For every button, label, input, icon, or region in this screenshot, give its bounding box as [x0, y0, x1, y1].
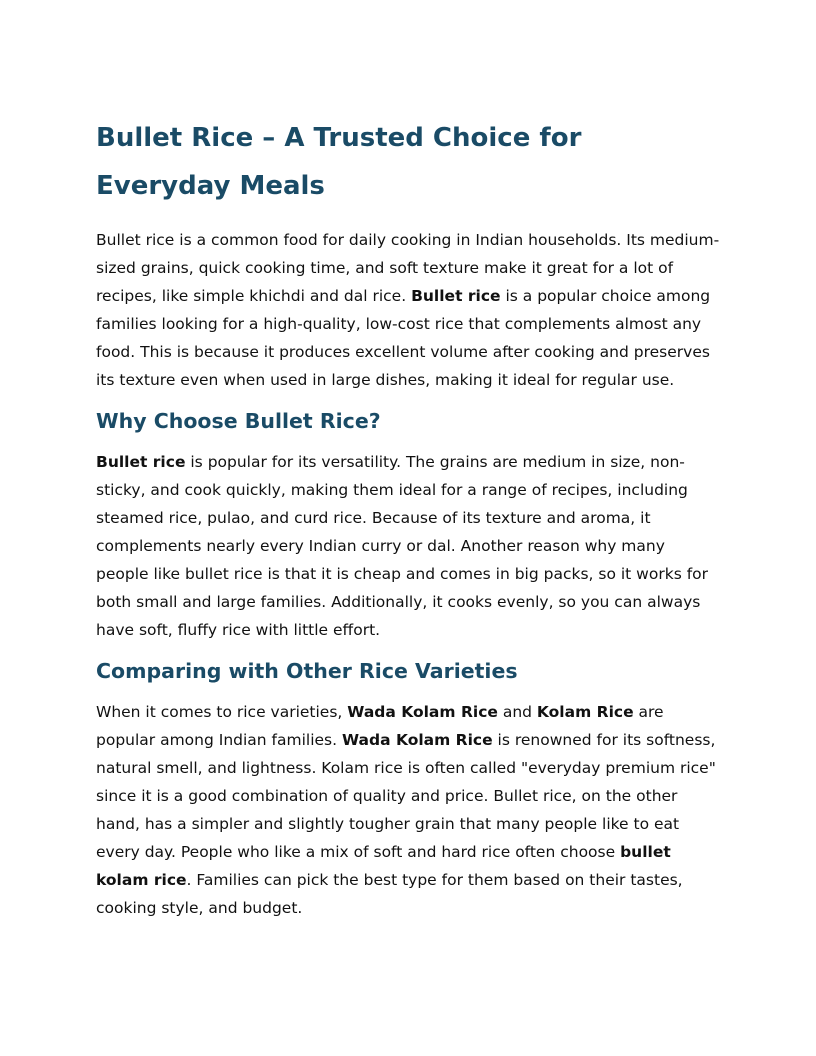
compare-text-3: are popular among Indian families.: [96, 703, 664, 749]
compare-text-1: When it comes to rice varieties,: [96, 703, 348, 721]
section-heading-comparing: Comparing with Other Rice Varieties: [96, 659, 518, 683]
compare-bold-kolam-rice: Kolam Rice: [536, 703, 634, 721]
compare-bold-bullet-kolam: bullet kolam rice: [96, 843, 671, 889]
intro-bold-bullet-rice: Bullet rice: [411, 287, 501, 305]
why-choose-paragraph: [96, 448, 720, 644]
compare-text-2: and: [497, 703, 537, 721]
why-text-1: is popular for its versatility. The grains are medium in size, non-sticky, and cook quickly, making them ideal for a range of recipes, including steamed rice, pulao, and curd rice. Because of its texture and aroma, it complements nearly every Indian curry or dal. Another reason why many people like bullet rice is that it is cheap and comes in big packs, so it works for both small and large families. Additionally, it cooks evenly, so you can always have soft, fluffy rice with little effort.: [96, 453, 709, 639]
why-bold-bullet-rice: Bullet rice: [96, 453, 186, 471]
page-title: Bullet Rice – A Trusted Choice for Everyday Meals: [96, 123, 582, 201]
compare-bold-wada-kolam-2: Wada Kolam Rice: [342, 731, 493, 749]
section-heading-why-choose: Why Choose Bullet Rice?: [96, 409, 381, 433]
intro-paragraph: [96, 226, 720, 394]
intro-text-1: Bullet rice is a common food for daily cooking in Indian households. Its medium-sized grains, quick cooking time, and soft texture make it great for a lot of recipes, like simple khichdi and dal rice.: [96, 231, 720, 305]
comparing-paragraph: [96, 698, 720, 922]
compare-text-5: . Families can pick the best type for them based on their tastes, cooking style, and budget.: [96, 871, 683, 917]
compare-bold-wada-kolam: Wada Kolam Rice: [347, 703, 498, 721]
compare-text-4: is renowned for its softness, natural smell, and lightness. Kolam rice is often called "everyday premium rice" since it is a good combination of quality and price. Bullet rice, on the other hand, has a simpler and slightly tougher grain that many people like to eat every day. People who like a mix of soft and hard rice often choose: [96, 731, 716, 861]
intro-text-2: is a popular choice among families looking for a high-quality, low-cost rice that complements almost any food. This is because it produces excellent volume after cooking and preserves its texture even when used in large dishes, making it ideal for regular use.: [96, 287, 711, 389]
